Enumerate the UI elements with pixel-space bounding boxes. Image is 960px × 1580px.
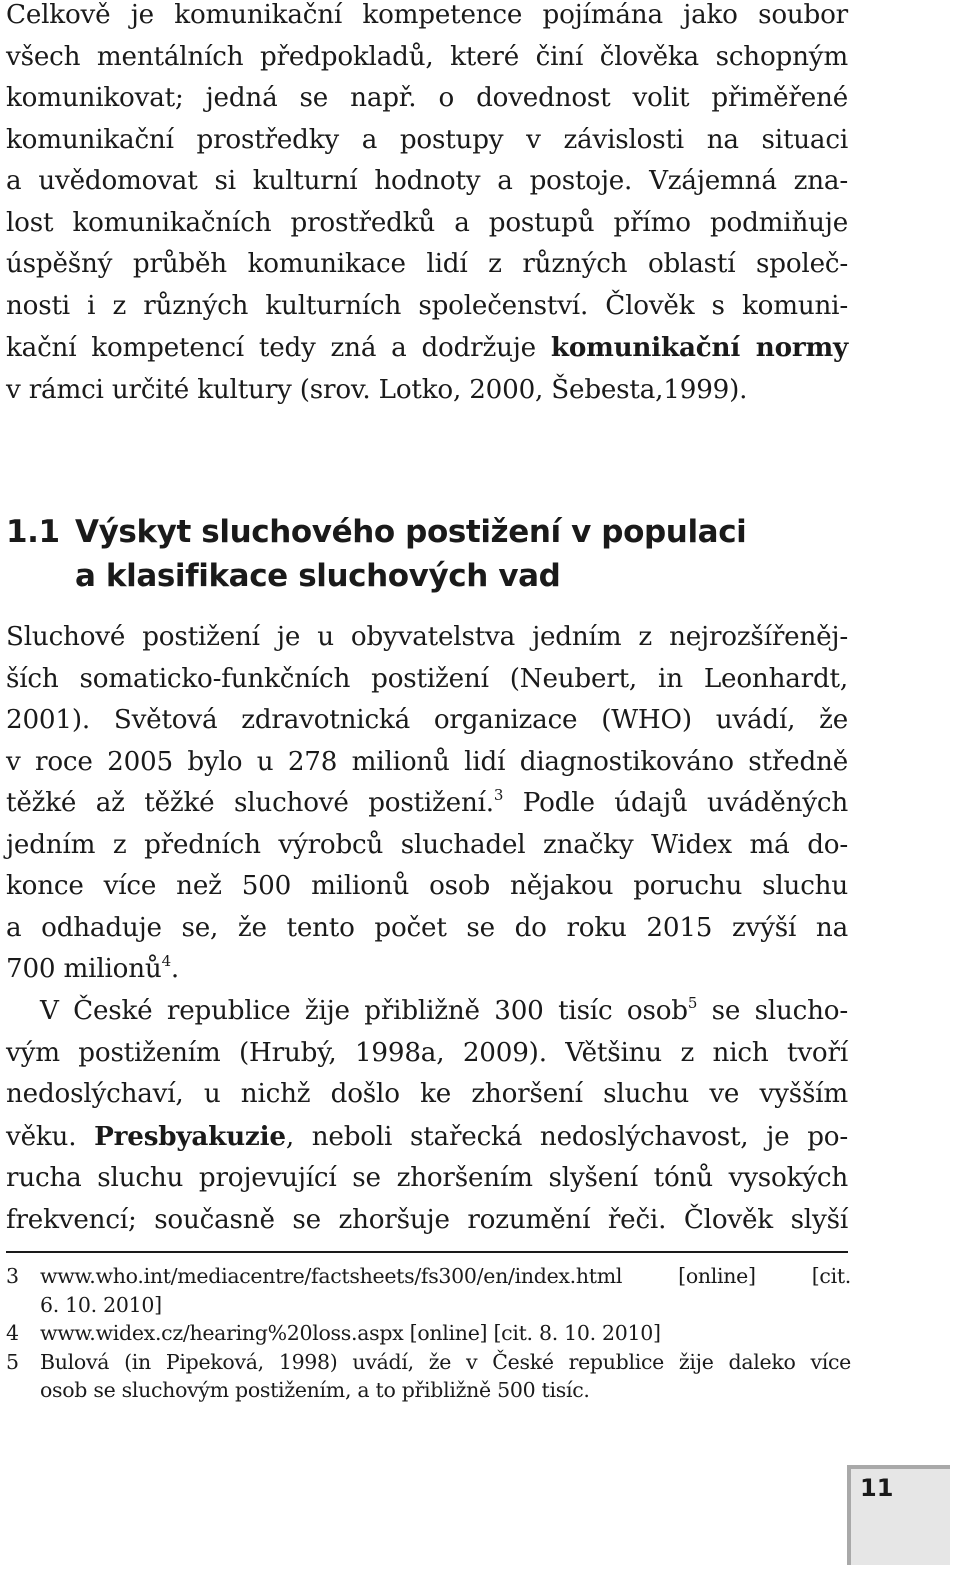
footnote-3 — [6, 1262, 851, 1319]
page-number: 11 — [860, 1474, 894, 1502]
text-line — [6, 991, 848, 1033]
text-line: vým postižením (Hrubý, 1998a, 2009). Většinu z nich tvoří — [6, 1037, 848, 1068]
text-line — [6, 1116, 848, 1159]
text-line: 2001). Světová zdravotnická organizace (WHO) uvádí, že — [6, 705, 848, 735]
text-fragment: se slucho- — [697, 996, 848, 1026]
bold-term-presbyakuzie: Presbyakuzie — [94, 1120, 286, 1152]
footnote-number: 4 — [6, 1321, 19, 1345]
footnote-number: 3 — [6, 1264, 19, 1288]
text-line: v rámci určité kultury (srov. Lotko, 2000, Šebesta,1999). — [6, 374, 748, 405]
text-line: a uvědomovat si kulturní hodnoty a postoje. Vzájemná zna- — [6, 166, 848, 196]
section-title-line-1: Výskyt sluchového postižení v populaci — [75, 514, 747, 550]
footnote-ref-5[interactable]: 5 — [687, 994, 698, 1013]
text-line: v roce 2005 bylo u 278 milionů lidí diagnostikováno středně — [6, 746, 848, 777]
footnotes — [6, 1262, 851, 1405]
text-fragment: Podle údajů uváděných — [503, 788, 848, 818]
text-line: nosti i z různých kulturních společenství. Člověk s komuni- — [6, 290, 848, 321]
text-line: nedoslýchaví, u nichž došlo ke zhoršení sluchu ve vyšším — [6, 1079, 848, 1109]
text-line: Sluchové postižení je u obyvatelstva jedním z nejrozšířeněj- — [6, 622, 848, 652]
text-fragment: , neboli stařecká nedoslýchavost, je po- — [285, 1121, 848, 1152]
page-number-tab — [847, 1465, 950, 1565]
text-line — [6, 783, 848, 825]
footnote-text: 6. 10. 2010] — [40, 1292, 162, 1317]
footnote-number: 5 — [6, 1349, 19, 1374]
paragraph-communication-competence — [6, 0, 848, 411]
text-line: všech mentálních předpokladů, které činí člověka schopným — [6, 41, 848, 72]
footnote-separator — [6, 1251, 848, 1253]
text-line: konce více než 500 milionů osob nějakou poruchu sluchu — [6, 871, 848, 901]
text-line: lost komunikačních prostředků a postupů přímo podmiňuje — [6, 207, 848, 238]
text-line — [6, 949, 848, 991]
text-line: a odhaduje se, že tento počet se do roku 2015 zvýší na — [6, 912, 848, 943]
footnote-5 — [6, 1348, 851, 1405]
text-line: Celkově je komunikační kompetence pojímána jako soubor — [6, 0, 848, 30]
section-number: 1.1 — [6, 514, 60, 550]
footnote-link-who[interactable]: www.who.int/mediacentre/factsheets/fs300/en/index.html [online] [cit. — [40, 1264, 851, 1288]
paragraph-czech-republic — [6, 991, 848, 1241]
text-fragment: těžké až těžké sluchové postižení. — [6, 788, 494, 818]
text-fragment: V České republice žije přibližně 300 tisíc osob — [40, 996, 688, 1026]
section-title-line-2: a klasifikace sluchových vad — [75, 558, 561, 594]
text-fragment: 700 milionů — [6, 954, 162, 984]
text-fragment: kační kompetencí tedy zná a dodržuje — [6, 333, 551, 363]
text-line: komunikační prostředky a postupy v závislosti na situaci — [6, 124, 848, 155]
text-line: komunikovat; jedná se např. o dovednost volit přiměřené — [6, 83, 848, 113]
paragraph-hearing-impairment-prevalence — [6, 617, 848, 991]
footnote-text: osob se sluchovým postižením, a to přibližně 500 tisíc. — [40, 1378, 590, 1402]
footnote-ref-4[interactable]: 4 — [161, 952, 171, 971]
text-fragment: věku. — [6, 1121, 95, 1152]
bold-term-communication-norms: komunikační normy — [550, 332, 849, 363]
text-line: úspěšný průběh komunikace lidí z různých oblastí společ- — [6, 249, 848, 279]
footnote-link-widex[interactable]: www.widex.cz/hearing%20loss.aspx [online] [cit. 8. 10. 2010] — [40, 1321, 661, 1345]
footnote-4 — [6, 1319, 851, 1348]
section-heading — [6, 510, 746, 598]
text-fragment: . — [170, 954, 180, 984]
text-line: frekvencí; současně se zhoršuje rozumění řeči. Člověk slyší — [6, 1204, 848, 1235]
text-line — [6, 327, 848, 370]
footnote-text: Bulová (in Pipeková, 1998) uvádí, že v České republice žije daleko více — [40, 1349, 851, 1374]
text-line: rucha sluchu projevující se zhoršením slyšení tónů vysokých — [6, 1163, 848, 1193]
text-line: jedním z předních výrobců sluchadel značky Widex má do- — [6, 829, 848, 860]
footnote-ref-3[interactable]: 3 — [493, 786, 504, 805]
text-line: ších somaticko-funkčních postižení (Neubert, in Leonhardt, — [6, 663, 848, 694]
